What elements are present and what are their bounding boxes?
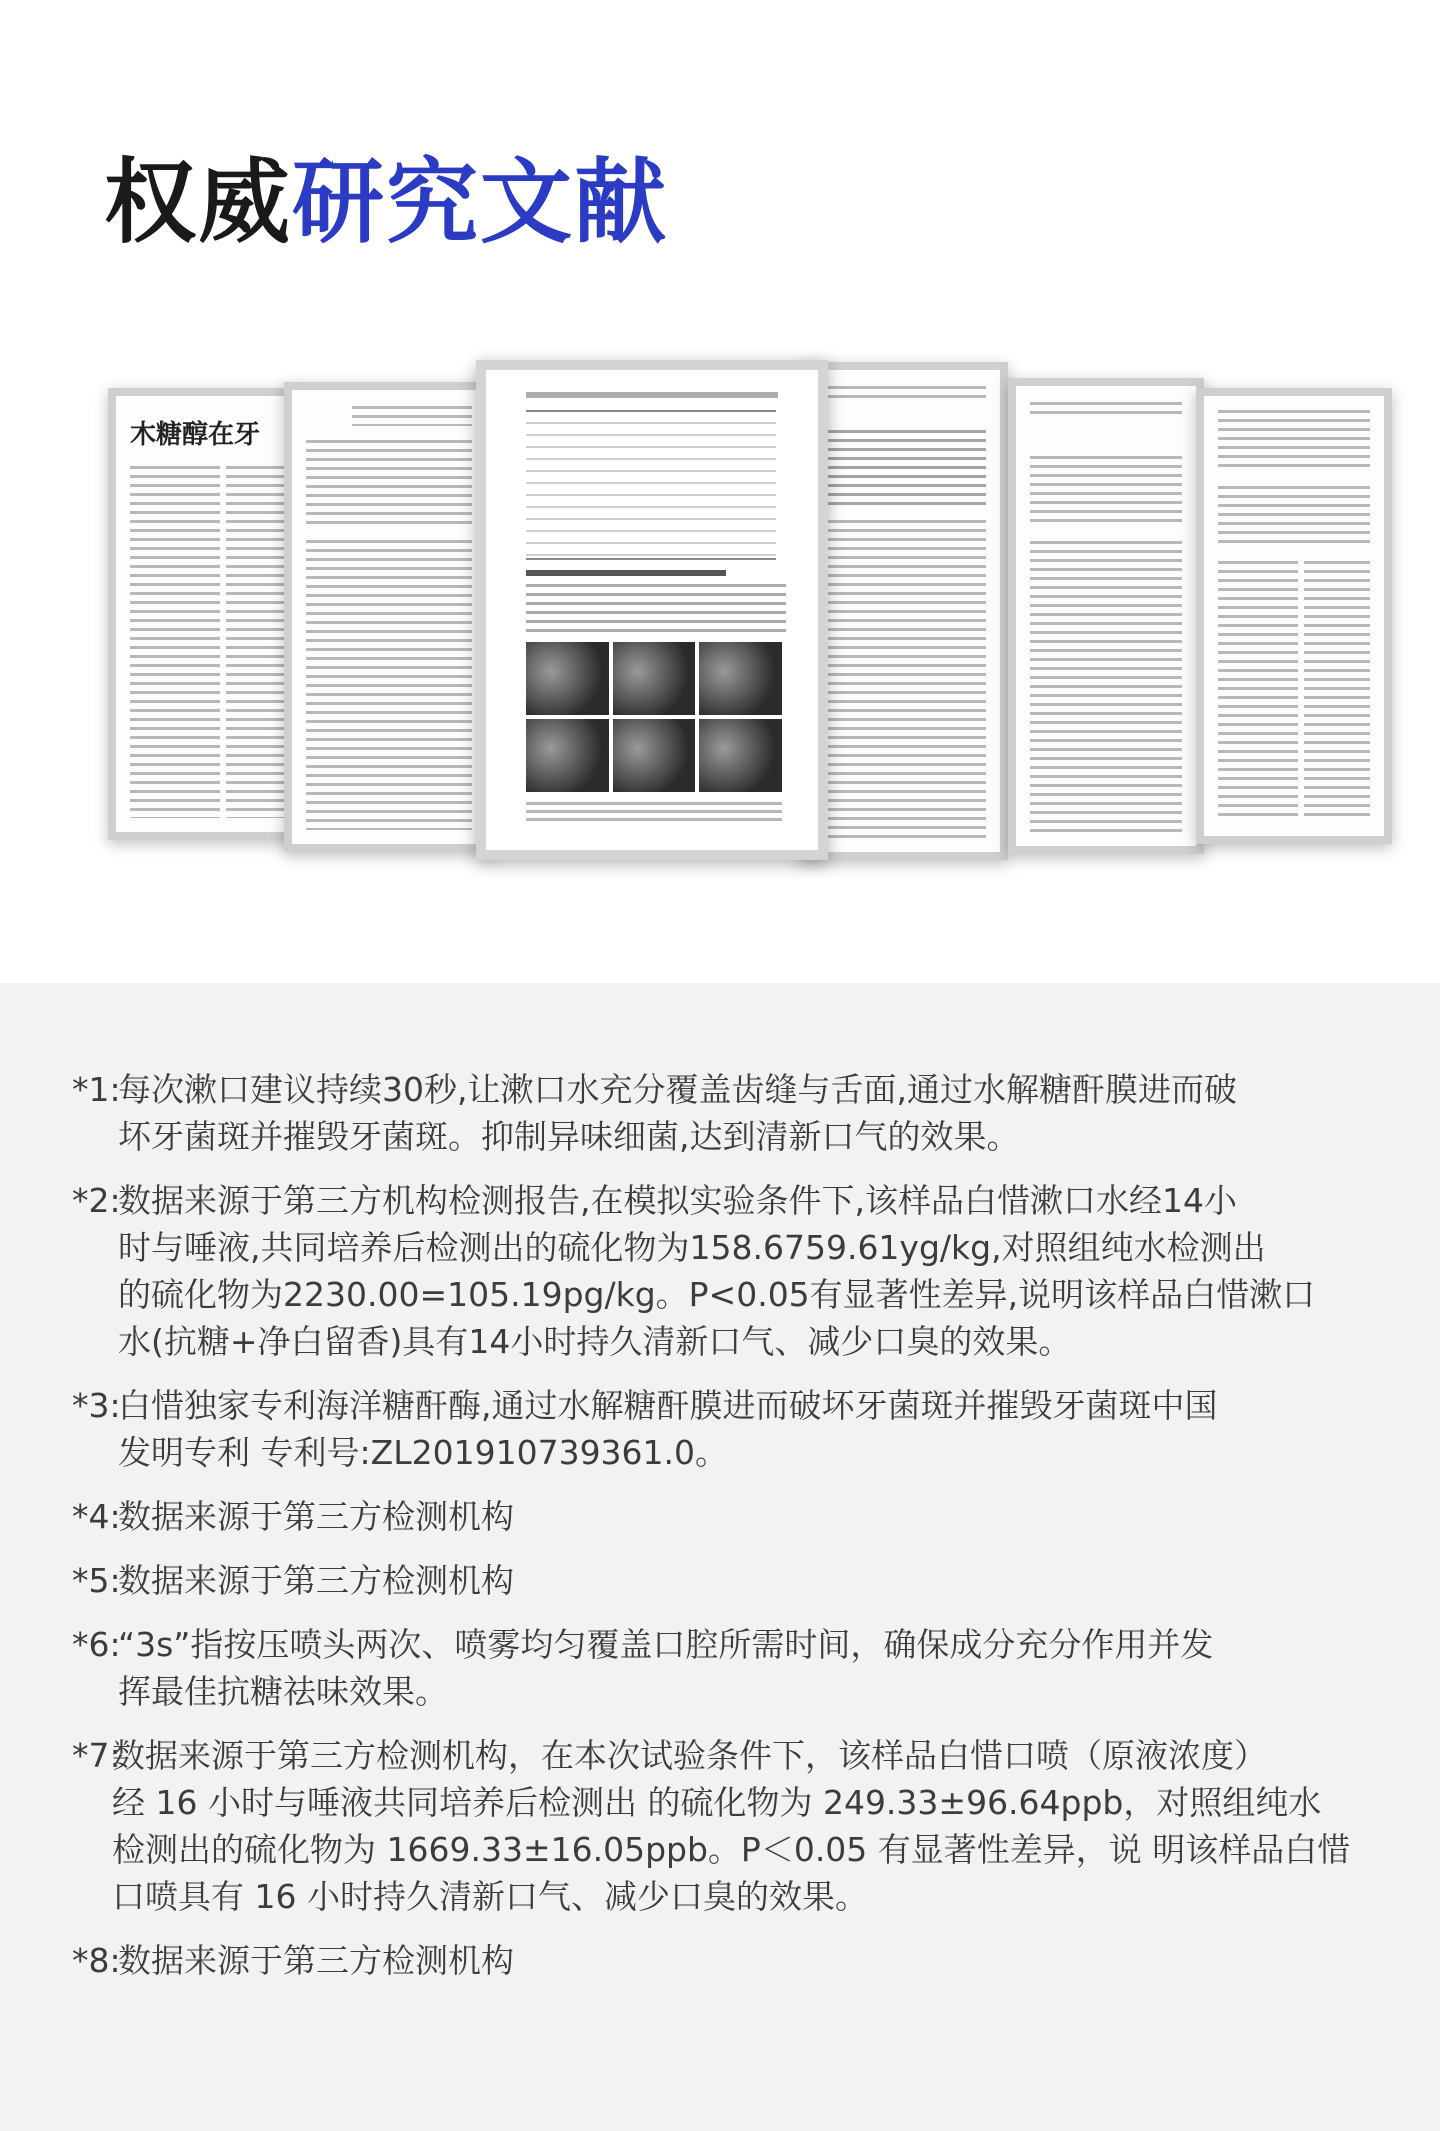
title-dark-part: 权威	[104, 149, 293, 256]
footnote-2	[68, 1177, 1388, 1365]
footnote-text: 数据来源于第三方检测机构	[118, 1941, 514, 1980]
footnote-number: *1:	[72, 1070, 121, 1109]
paper-table	[526, 410, 776, 560]
paper-thumbnail-2	[284, 382, 494, 852]
literature-papers	[108, 360, 1408, 870]
paper-micrographs	[526, 642, 782, 792]
footnote-number: *3:	[72, 1386, 121, 1425]
footnote-number: *4:	[72, 1497, 121, 1536]
footnote-list	[68, 1066, 1388, 2001]
footnote-7	[68, 1732, 1388, 1920]
paper-thumbnail-3	[476, 360, 828, 860]
footnote-number: *2:	[72, 1181, 121, 1220]
footnotes-section	[0, 983, 1440, 2131]
footnote-text: 数据来源于第三方机构检测报告,在模拟实验条件下,该样品白惜漱口水经14小 时与唾液,共同培养后检测出的硫化物为158.6759.61yg/kg,对照组纯水检测出 的硫化物为2230.00=105.19pg/kg。P<0.05有显著性差异,说明该样品白惜漱口 水(抗糖+净白留香)具有14小时持久清新口气、减少口臭的效果。	[118, 1181, 1316, 1361]
footnote-4	[68, 1493, 1388, 1540]
footnote-number: *6:	[72, 1625, 121, 1664]
page-title	[104, 150, 668, 256]
footnote-text: 每次漱口建议持续30秒,让漱口水充分覆盖齿缝与舌面,通过水解糖酐膜进而破 坏牙菌斑并摧毁牙菌斑。抑制异味细菌,达到清新口气的效果。	[118, 1070, 1237, 1156]
footnote-text: 数据来源于第三方检测机构	[118, 1561, 514, 1600]
paper-thumbnail-4	[798, 362, 1008, 860]
footnote-text: 数据来源于第三方检测机构	[118, 1497, 514, 1536]
title-blue-part: 研究文献	[292, 149, 669, 256]
paper-thumbnail-1	[108, 388, 298, 840]
footnote-5	[68, 1557, 1388, 1604]
paper-thumbnail-6	[1196, 388, 1392, 844]
paper-heading: 木糖醇在牙	[130, 420, 261, 450]
footnote-number: *8:	[72, 1941, 121, 1980]
footnote-6	[68, 1621, 1388, 1715]
paper-thumbnail-5	[1008, 378, 1204, 854]
footnote-8	[68, 1937, 1388, 1984]
footnote-number: *7:	[72, 1736, 121, 1775]
footnote-text: 数据来源于第三方检测机构，在本次试验条件下，该样品白惜口喷（原液浓度） 经 16 小时与唾液共同培养后检测出 的硫化物为 249.33±96.64ppb，对照组纯水 检测出的硫化物为 1669.33±16.05ppb。P＜0.05 有显著性差异，说 明该样品白惜 口喷具有 16 小时持久清新口气、减少口臭的效果。	[112, 1736, 1351, 1916]
footnote-text: “3s”指按压喷头两次、喷雾均匀覆盖口腔所需时间，确保成分充分作用并发 挥最佳抗糖祛味效果。	[118, 1625, 1214, 1711]
footnote-3	[68, 1382, 1388, 1476]
research-section	[0, 0, 1440, 983]
footnote-number: *5:	[72, 1561, 121, 1600]
footnote-1	[68, 1066, 1388, 1160]
footnote-text: 白惜独家专利海洋糖酐酶,通过水解糖酐膜进而破坏牙菌斑并摧毁牙菌斑中国 发明专利 专利号:ZL201910739361.0。	[118, 1386, 1218, 1472]
